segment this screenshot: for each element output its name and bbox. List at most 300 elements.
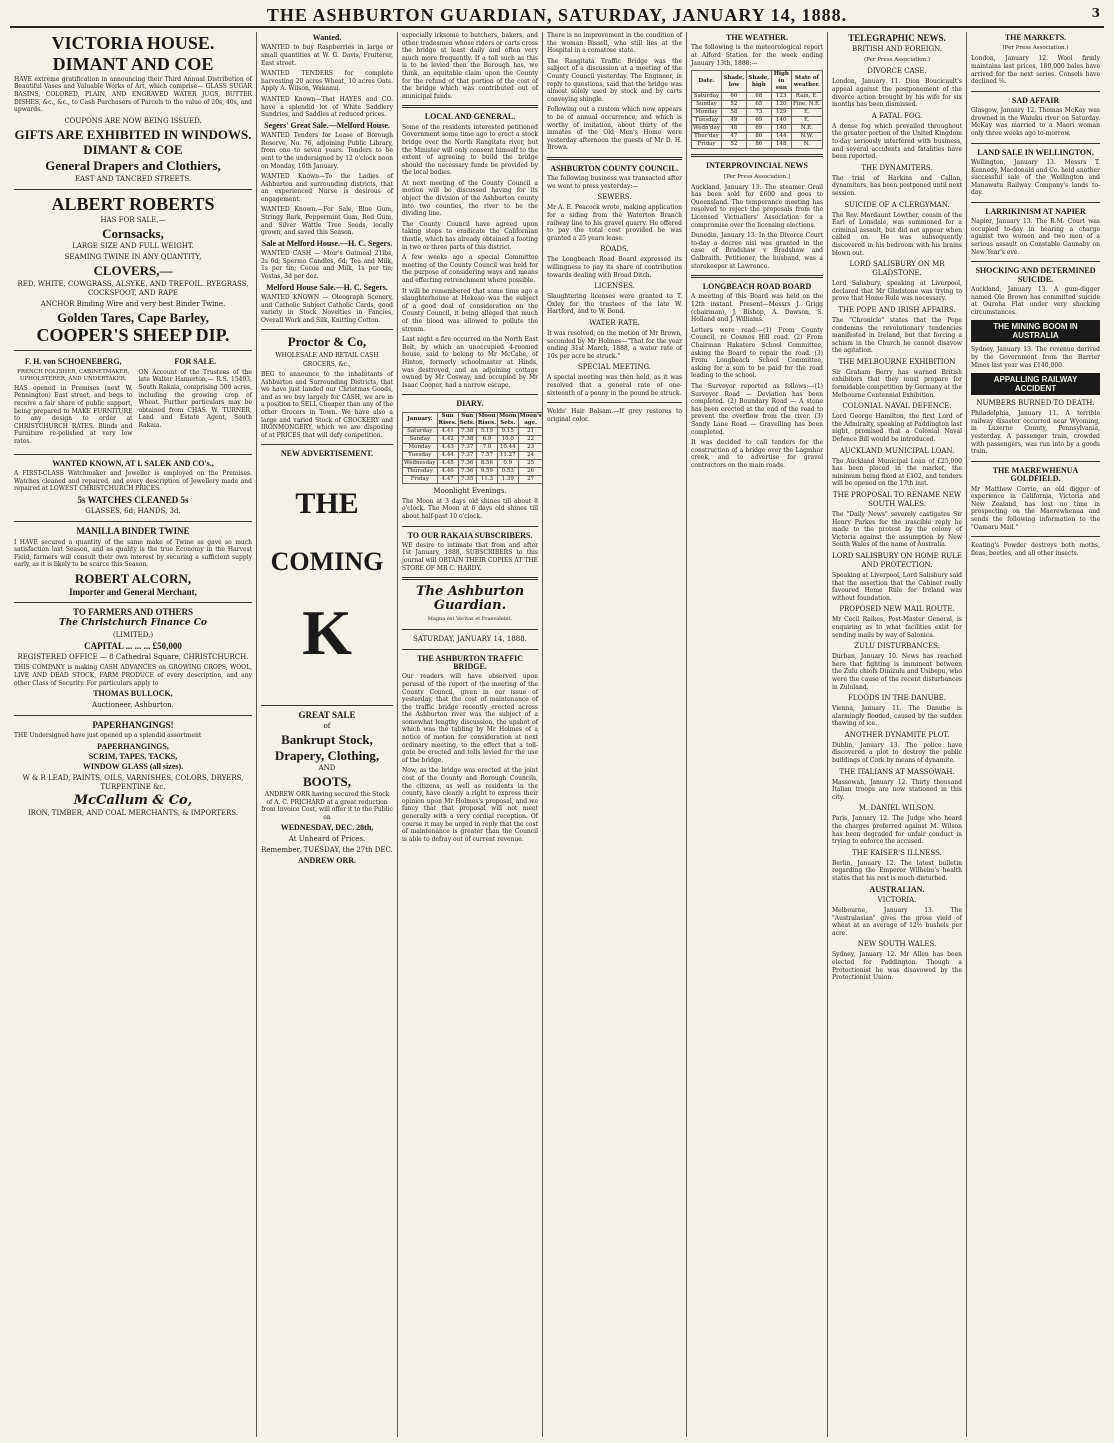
weather-row: [692, 141, 823, 149]
wanted-notice: WANTED Known—To the Ladies of Ashburton and surrounding districts, that an experienced Nurse is desirous of engagement.: [261, 173, 393, 203]
news-text: The Rev. Mordaunt Lowther, cousin of the Earl of Lonsdale, was summoned for a criminal assault, but did not appear when called on. He was subsequently discovered in his bedroom with his brains blown out.: [832, 211, 962, 257]
masthead-title: THE ASHBURTON GUARDIAN, SATURDAY, JANUARY 14, 1888.: [266, 4, 848, 25]
diary-cell: 4.47: [437, 475, 458, 483]
coming-word: COMING: [270, 546, 384, 576]
news-heading: AUCKLAND MUNICIPAL LOAN.: [839, 446, 955, 455]
diary-cell: 4.44: [437, 451, 458, 459]
weather-cell: Friday: [692, 141, 722, 149]
divider: [14, 454, 252, 455]
news-text: London, January 12. Wool firmly maintains last prices, 180,000 bales have arrived for the next series. Consols have declined ⅛.: [971, 55, 1100, 86]
land-sale-heading: LAND SALE IN WELLINGTON,: [977, 147, 1094, 157]
weather-cell: 58: [721, 109, 746, 117]
news-heading: LORD SALISBURY ON MR GLADSTONE.: [849, 260, 945, 278]
diary-row: [403, 451, 544, 459]
two-column-ads: [14, 356, 252, 448]
diary-heading: DIARY.: [456, 399, 484, 409]
diary-header-cell: January.: [403, 412, 438, 427]
british-foreign: BRITISH AND FOREIGN.: [852, 45, 942, 54]
weather-table: [691, 70, 823, 149]
diary-header-cell: Moon's age.: [519, 412, 542, 426]
gifts-text: GIFTS ARE EXHIBITED IN WINDOWS.: [14, 126, 252, 142]
weather-cell: 73: [746, 109, 771, 117]
traffic-bridge-heading: THE ASHBURTON TRAFFIC BRIDGE.: [416, 653, 524, 671]
mccallum-sub: IRON, TIMBER, AND COAL MERCHANTS, & IMPORTERS.: [27, 809, 239, 818]
diary-cell: 0.9: [498, 459, 518, 467]
column-6-telegraphic: [828, 32, 967, 1437]
weather-text: The following is the meteorological report at Alford Station for the week ending January 13th, 1888:—: [691, 44, 823, 67]
diary-header-cell: Moon Rises.: [477, 412, 497, 426]
window-glass: WINDOW GLASS (all sizes).: [82, 762, 184, 772]
weather-cell: 140: [771, 125, 791, 133]
moonlight-heading: Moonlight Evenings.: [433, 486, 507, 495]
weather-cell: Sunday: [692, 101, 722, 109]
weather-cell: 68: [746, 93, 771, 101]
weather-cell: Fine, N.E.: [792, 101, 821, 108]
divider: [971, 91, 1100, 92]
weather-cell: 140: [771, 117, 791, 125]
dimant-coe-2: DIMANT & COE: [83, 142, 183, 158]
wanted-notice: WANTED Tenders for Lease of Borough Reserve, No. 76, adjoining Public Library, from one to seven years. Tenders to be sent to the undersigned by 12 o'clock noon on Monday, 16th January.: [261, 132, 393, 170]
bankrupt-stock: Bankrupt Stock,: [281, 732, 373, 748]
divider: [691, 154, 823, 157]
diary-body: [403, 427, 544, 483]
golden-tares-heading: Golden Tares, Cape Barley,: [57, 309, 209, 325]
news-text: Melbourne, January 13. The "Australasian" gives the gross yield of wheat at an average of 12½ bushels per acre.: [832, 906, 962, 937]
news-text: Durban, January 10. News has reached here that fighting is imminent between the Zulu chiefs Dinizulu and Usibepu, who were the cause of the recent disturbances in Zululand.: [832, 653, 962, 691]
weather-header-cell: Shade, low: [721, 71, 746, 93]
divider: [261, 705, 393, 706]
weather-cell: 49: [721, 117, 746, 125]
auctioneer: Auctioneer, Ashburton.: [92, 700, 174, 709]
diary-cell: 7.38: [458, 435, 476, 443]
diary-cell: 7.36: [458, 467, 476, 475]
diary-cell: Thursday: [403, 467, 438, 475]
dimant-text: HAVE extreme gratification in announcing their Third Annual Distribution of Beautiful Vases and Valuable Works of Art, which comprise— GLASS SUGAR BASINS, COLORED, PLAIN, AND ENGRAVED WATER JUGS, BUTTER DISHES, &c., &c., to Cash Purchasers of Parcels to the value of 20s, 40s, and upwards.: [14, 75, 252, 114]
divider: [971, 261, 1100, 262]
interprovincial-text: Dunedin, January 13. In the Divorce Court to-day a decree nisi was granted in the case of Bradshaw v Bradshaw and Galbraith. Petitioner, the husband, was a storekeeper at Lawrence.: [691, 232, 823, 270]
diary-header-cell: Moon Sets.: [499, 412, 517, 426]
news-text: Glasgow, January 12. Thomas McKay was drowned in the Waiuku river on Saturday. McKay was married to a Maori woman only three weeks ago to-morrow.: [971, 107, 1100, 137]
diary-cell: 4.41: [437, 427, 458, 435]
weather-header-cell: Date.: [692, 71, 722, 93]
finance-text: THIS COMPANY is making CASH ADVANCES on GROWING CROPS, WOOL, LIVE AND DEAD STOCK, FARM PRODUCE of every description, and any other Class of Security. For particulars apply to: [14, 664, 252, 687]
orr-text: ANDREW ORR having secured the Stock of A. C. PRICHARD at a great reduction from Invoice Cost, will offer it to the Public on: [261, 791, 393, 821]
divider: [261, 329, 393, 330]
wanted-heading: Wanted.: [312, 33, 342, 42]
divider: [261, 444, 393, 445]
news-heading: M. DANIEL WILSON.: [858, 804, 936, 813]
article-text: A few weeks ago a special Committee meeting of the County Council was held for the purpose of considering ways and means and effecting retrenchment where possible.: [402, 254, 538, 285]
divider: [971, 536, 1100, 537]
sewers-heading: SEWERS.: [597, 193, 632, 202]
longbeach-text: Letters were read:—(1) From County Council, re Cosmos Hill road. (2) From Chairman Hakatere School Committee, asking the Board to repair the road. (3) From Longbeach School Committee, asking for a sum to be paid for the road leading to the school.: [691, 326, 823, 380]
weather-cell: 120: [771, 101, 791, 109]
albert-roberts-heading: ALBERT ROBERTS: [51, 193, 215, 214]
capital: CAPITAL ... ... ... £50,000: [84, 640, 182, 651]
schoeneberg-heading: F. H. von SCHOENEBERG,: [24, 357, 122, 367]
weather-cell: 48: [721, 125, 746, 133]
k-letter: K: [302, 596, 352, 668]
page-number: 3: [1091, 6, 1100, 20]
divider: [402, 649, 538, 650]
masthead: [10, 4, 1104, 28]
diary-cell: Friday: [403, 475, 438, 483]
shocking-suicide-heading: SHOCKING AND DETERMINED SUICIDE.: [975, 266, 1096, 284]
news-heading: THE MELBOURNE EXHIBITION: [838, 357, 956, 366]
diary-cell: 4.42: [437, 435, 458, 443]
press-association: (Per Press Association.): [1002, 45, 1069, 52]
divider: [14, 521, 252, 522]
news-text: Mr Matthew Corrie, an old digger of experience in California, Victoria and New Zealand, has lost no time in prospecting on the Maerewhenua and sends the following information to the "Oamaru Mail.": [971, 485, 1100, 531]
diary-cell: 4.43: [437, 443, 458, 451]
weather-cell: 123: [771, 93, 791, 101]
column-3-editorial: [398, 32, 543, 1437]
lead-paints: W & R LEAD, PAINTS, OILS, VARNISHES, COLORS, DRYERS, TURPENTINE &c.: [22, 773, 244, 791]
weather-header-cell: Shade, high: [746, 71, 771, 93]
weather-row: [692, 133, 823, 141]
news-text: Napier, January 13. The R.M. Court was occupied to-day in hearing a charge against two women and two men of a serious assault on Constable Gannaby on New Year's eve.: [971, 218, 1100, 256]
diary-row: [403, 459, 544, 467]
coupons-text: COUPONS ARE NOW BEING ISSUED.: [64, 116, 202, 125]
weather-header-row: [692, 71, 823, 93]
column-1-advertisements: [10, 32, 257, 1437]
weather-cell: Wedn'day: [693, 125, 720, 132]
weather-cell: 144: [771, 133, 791, 141]
for-sale-text: ON Account of the Trustees of the late Walter Hamerton,— R.S. 15493, South Rakaia, comprising 500 acres, including the growing crop of Wheat. Further particulars may be obtained from CHAS. W. TURNER, Land and Estate Agent, South Rakaia.: [138, 368, 252, 429]
diary-header-cell: Sun Rises.: [438, 412, 457, 426]
diary-cell: 0.53: [498, 467, 518, 475]
proctor-heading: Proctor & Co,: [287, 334, 367, 350]
weather-row: [692, 93, 823, 101]
news-heading: PROPOSED NEW MAIL ROUTE.: [839, 605, 955, 614]
wanted-notice: WANTED CASH — Moir's Oatmeal 21lbs, 2s 6d; Spermo Candles, 6d; Tea and Milk, 1s per tin; Cocoa and Milk, 1s per tin; Vestas, 3d per doz.: [261, 250, 393, 281]
longbeach-heading: LONGBEACH ROAD BOARD: [702, 282, 812, 292]
farmers-heading: TO FARMERS AND OTHERS: [73, 607, 193, 618]
diary-table: [402, 412, 543, 484]
diary-cell: 7.37: [458, 451, 476, 459]
finance-limited: (LIMITED.): [112, 630, 154, 639]
news-text: Lord Salisbury, speaking at Liverpool, declared that Mr Gladstone was trying to prove that Home Rule was necessary.: [832, 280, 962, 303]
diary-cell: 9.15: [498, 427, 518, 435]
article-text: There is no improvement in the condition of the woman Bissell, who still lies at the Hospital in a comatose state.: [547, 32, 682, 55]
andrew-orr: ANDREW ORR.: [297, 855, 357, 865]
interprovincial-text: Auckland, January 13. The steamer Grail has been sold for £600 and goes to Queensland. The temperance meeting has resolved to reject the proposals from the Licensed Victuallers' Association for a compromise over the licensing elections.: [691, 183, 823, 229]
divider: [402, 577, 538, 580]
diary-cell: 7.35: [458, 475, 476, 483]
diary-row: [403, 475, 544, 483]
clovers-heading: CLOVERS,—: [93, 263, 173, 279]
longbeach-text: It was decided to call tenders for the construction of a bridge over the Lagmhor creek, and to advertise for gravel contractors on the main roads.: [691, 439, 823, 469]
traffic-text: Our readers will have observed upon perusal of the report of the meeting of the County Council, given in our issue of yesterday, that the cost of maintenance of the traffic bridge recently erected across the Ashburton river was the subject of a somewhat lengthy discussion, the upshot of which was the tabling by Mr Holmes of a notice of motion for consideration at next ordinary meeting, to the effect that a toll-gate be erected and tolls levied for the use of the bridge.: [402, 673, 538, 764]
county-text: The Longbeach Road Board expressed its willingness to pay its share of contribution towards dealing with Broad Ditch.: [547, 256, 682, 279]
wanted-notice: WANTED TENDERS for complete harvesting 20 acres Wheat, 10 acres Oats. Apply A. Wilson, Wakanui.: [261, 70, 393, 93]
news-text: The "Daily News" severely castigates Sir Henry Parkes for the irascible reply he made to the protest by the colony of Victoria against the assumption by New South Wales of the name of Australia.: [832, 511, 962, 549]
diary-cell: 27: [518, 475, 543, 483]
for-sale-ad: [138, 356, 252, 448]
editorial-date: SATURDAY, JANUARY 14, 1888.: [413, 634, 527, 643]
rakaia-text: WE desire to intimate that from and after 1st January, 1888, SUBSCRIBERS to this journal will OBTAIN THEIR COPIES AT THE STORE OF MR C. HARDY.: [402, 541, 538, 572]
news-heading: FLOODS IN THE DANUBE.: [847, 694, 946, 703]
diary-cell: 22: [518, 435, 543, 443]
unheard-prices: At Unheard of Prices.: [288, 834, 366, 843]
coopers-sheep-dip: COOPER'S SHEEP DIP.: [36, 325, 230, 346]
county-text: Mr A. E. Peacock wrote, making application for a siding from the Waterton Branch railway line to his gravel quarry. He offered to pay the total cost provided he was granted a 25 years lease.: [547, 204, 682, 242]
glasses-price: GLASSES, 6d; HANDS, 3d.: [85, 507, 181, 516]
has-for-sale: HAS FOR SALE,—: [100, 215, 166, 224]
divider: [14, 715, 252, 716]
news-text: Lord George Hamilton, the first Lord of the Admiralty, speaking at Paddington last night, promised that a Colonial Naval Defence Bill would be introduced.: [832, 413, 962, 444]
watches-heading: WANTED KNOWN, AT I. SALEK AND CO's.,: [52, 458, 214, 468]
article-text: especially irksome to butchers, bakers, and other tradesmen whose riders or carts cross the bridge at least daily and often very much more frequently. If a toll such as this is to be levied then the Borough has, we think, an equitable claim upon the County for the refund of that portion of the cost of the bridge which was contributed out of municipal funds.: [402, 32, 538, 100]
nsw-heading: NEW SOUTH WALES.: [857, 940, 937, 949]
news-text: Berlin, January 12. The latest bulletin regarding the Emperor Wilhelm's health states that his rest is much disturbed.: [832, 859, 962, 882]
traffic-text: Now, as the bridge was erected at the joint cost of the County and Borough Councils, the citizens, as well as residents in the county, have clearly a right to express their opinion upon Mr Holmes's proposal, and we fancy that that proposal will not meet generally with a very cordial reception. Of course it may be urged in reply that the cost of maintenance is greater than the Council is able to defray out of current revenue.: [402, 767, 538, 843]
diary-cell: 9.59: [476, 467, 497, 475]
diary-header-cell: Sun Sets.: [459, 412, 475, 426]
longbeach-text: A meeting of this Board was held on the 12th instant. Present—Messrs J. Grigg (chairman), J. Bishop, A. Dawson, S. Holland and J. Williams.: [691, 293, 823, 324]
weather-header-cell: High in sun: [771, 71, 791, 93]
county-text: The following business was transacted after we went to press yesterday:—: [547, 175, 682, 190]
diary-cell: 4.46: [437, 467, 458, 475]
schoeneberg-text: HAS opened in Premises (next W. Pennington) East street, and begs to receive a fair share of public support, being prepared to MAKE FURNITURE to any design to order at CHRISTCHURCH RATES. Blinds and Furniture re-polished at very low rates.: [14, 384, 133, 445]
drapers-heading: General Drapers and Clothiers,: [45, 158, 221, 174]
dimant-coe-heading: DIMANT AND COE: [52, 53, 214, 74]
divider: [691, 275, 823, 278]
for-sale-heading: FOR SALE.: [174, 357, 217, 367]
news-text: Auckland, January 13. A gum-digger named Ole Brown has committed suicide at Ouroha Flat under very shocking circumstances.: [971, 286, 1100, 316]
news-text: Wellington, January 13. Messrs T. Kennedy, Macdonald and Co. held another successful sale of the Wellington and Manawatu Railway Company's lands to-day.: [971, 158, 1100, 197]
news-text: Sydney, January 13. The revenue derived by the Government from the Barrier Mines last year was £140,000.: [971, 346, 1100, 369]
diary-cell: Sunday: [403, 435, 438, 443]
news-text: Sir Graham Berry has warned British exhibitors that they must prepare for formidable competition by Germany at the Melbourne Centennial Exhibition.: [832, 368, 962, 399]
dimant-address: EAST AND TANCRED STREETS.: [74, 174, 192, 183]
news-text: Speaking at Liverpool, Lord Salisbury said that the assertion that the Cabinet really favoured Home Rule for Ireland was without foundation.: [832, 571, 962, 602]
weather-cell: 69: [746, 117, 771, 125]
welds-advert: Welds' Hair Balsam.—If grey restores to original color.: [547, 408, 682, 423]
segers-sale: Segers' Great Sale.—Melford House.: [264, 120, 390, 130]
weather-cell: N.W.: [791, 133, 822, 141]
weather-cell: 86: [746, 141, 771, 149]
watches-text: A FIRST-CLASS Watchmaker and Jeweller is employed on the Premises. Watches cleaned and repaired, and every description of Jewellery made and repaired at LOWEST CHRISTCHURCH PRICES.: [14, 469, 252, 493]
longbeach-text: The Surveyor reported as follows:—(1) Surveyor Road — Deviation has been completed. (2) Boundary Road — A stone has been erected at the end of the road to prevent the overflow from the river. (3) Sandy Lane Road — Gravelling has been completed.: [691, 383, 823, 436]
drapery-clothing: Drapery, Clothing,: [274, 747, 380, 763]
diary-cell: 7.38: [458, 427, 476, 435]
weather-cell: Tuesday: [692, 117, 722, 125]
weather-cell: Rain, E.: [791, 93, 822, 101]
diary-row: [403, 435, 544, 443]
weather-cell: 52: [721, 141, 746, 149]
telegraphic-heading: TELEGRAPHIC NEWS.: [848, 33, 946, 43]
press-association: [Per Press Association.]: [724, 173, 790, 180]
column-2-advertisements: [257, 32, 398, 1437]
manila-text: I HAVE secured a quantity of the same make of Twine as gave so much satisfaction last Season, and as quality is the true Economy in the Harvest Field, farmers will consult their own interest by securing a sufficient supply early, as it is likely to be scarce this Season.: [14, 538, 252, 569]
diary-cell: 25: [518, 459, 543, 467]
weather-row: [692, 125, 823, 133]
weather-cell: Thur'day: [692, 133, 722, 141]
weather-cell: Saturday: [692, 93, 722, 101]
weather-cell: 65: [746, 101, 771, 109]
diary-cell: 1.39: [498, 475, 518, 483]
divider: [14, 602, 252, 603]
county-text: It was resolved, on the motion of Mr Brown, seconded by Mr Holmes—"That for the year ending 31st March, 1888, a water rate of 10s per acre be struck.": [547, 330, 682, 360]
article-text: Following out a custom which now appears to be of annual occurrence, and which is worthy of imitation, about thirty of the inmates of the Old Men's Home were yesterday afternoon the guests of Mr D. H. Brown.: [547, 106, 682, 152]
schoeneberg-sub: FRENCH POLISHER, CABINETMAKER, UPHOLSTERER, AND UNDERTAKER,: [17, 368, 130, 382]
divider: [402, 394, 538, 395]
paperhangings-2: PAPERHANGINGS,: [97, 741, 169, 751]
news-text: Paris, January 12. The Judge who heard the charges preferred against M. Wilson has been degraded for unfair conduct in trying to enforce the accused.: [832, 815, 962, 846]
melford-sale: Sale at Melford House.—H. C. Segers.: [261, 238, 393, 248]
weather-cell: Monday: [692, 109, 722, 117]
diary-cell: 21: [518, 427, 543, 435]
wanted-notice: WANTED Known.—For Sale, Blue Gum, Stringy Bark, Peppermint Gum, Red Gum, and Silver Wattle Tree Seeds, locally grown, and saved this Season.: [261, 206, 393, 237]
county-text: A special meeting was then held, as it was resolved that a general rate of one-sixteenth of a penny in the pound be struck.: [547, 374, 682, 397]
remember-date: Remember, TUESDAY, the 27th DEC.: [261, 845, 393, 854]
melford-sale-2: Melford House Sale.—H. C. Segers.: [266, 282, 388, 292]
moon-text: The Moon at 3 days old shines till about 8 o'clock. The Moon at 6 days old shines till about half-past 10 o'clock.: [402, 497, 538, 520]
proctor-text: BEG to announce to the inhabitants of Ashburton and Surrounding Districts, that we have just landed our Christmas Goods, and as we buy largely for CASH, we are in a position to SELL Cheaper than any of the other Grocers in Town. We have also a large and varied Stock of CROCKERY and IRONMONGERY, which we are disposing of at PRICES that will defy competition.: [261, 371, 393, 439]
new-advertisement: NEW ADVERTISEMENT.: [280, 449, 374, 459]
weather-cell: 69: [746, 125, 771, 133]
article-text: Last night a fire occurred on the North East Belt, by which an unoccupied 4-roomed house, said to belong to Mr McCabe, of Hinton, formerly schoolmaster at Hinds, was destroyed, and an adjoining cottage owned by Mr Cosway, and occupied by Mr Isaac Cooper, had a narrow escape.: [402, 336, 538, 389]
wanted-notice: WANTED Known—That HAYES and CO. have a splendid lot of White Saddlery Sundries, and Saddles at reduced prices.: [261, 95, 393, 119]
column-4-news: [543, 32, 687, 1437]
markets-heading: THE MARKETS.: [1004, 33, 1067, 42]
australian-heading: AUSTRALIAN.: [869, 884, 925, 894]
weather-body: [692, 93, 823, 149]
news-text: The Auckland Municipal Loan of £25,000 has been placed in the market, the minimum being fixed at £102, and tenders will be opened on the 17th inst.: [832, 457, 962, 488]
interprovincial-heading: INTERPROVINCIAL NEWS: [705, 161, 809, 171]
column-7-news: [967, 32, 1104, 1437]
weather-cell: 80: [746, 133, 771, 141]
divider: [971, 461, 1100, 462]
news-text: Mr Cecil Raikes, Post-Master General, is enquiring as to what facilities exist for sending mails by way of Salonica.: [832, 616, 962, 639]
weather-cell: 60: [721, 93, 746, 101]
mccallum-heading: McCallum & Co,: [73, 792, 193, 808]
victoria-heading: VICTORIA.: [877, 895, 917, 904]
divider: [971, 202, 1100, 203]
diary-cell: 23: [518, 443, 543, 451]
manila-heading: MANILLA BINDER TWINE: [76, 526, 190, 537]
wanted-notice: WANTED to buy Raspberries in large or small quantities at W. G. Davis, Fruiterer, East street.: [261, 44, 393, 67]
column-5-news: [687, 32, 828, 1437]
diary-cell: 6.9: [476, 435, 497, 443]
diary-cell: 5.19: [476, 427, 497, 435]
boots: BOOTS,: [302, 774, 352, 790]
scrim-tapes: SCRIM, TAPES, TACKS,: [88, 751, 178, 761]
divider: [402, 629, 538, 630]
diary-cell: 4.45: [437, 459, 458, 467]
diary-cell: Tuesday: [403, 451, 438, 459]
wanted-notice: WANTED KNOWN — Oleograph Scenery, and Catholic Subject Catholic Cards, good variety in Stock Novelties in Fancies, Overall Work and Silk, Knitting Cotton.: [261, 294, 393, 324]
diary-cell: 7.57: [476, 451, 497, 459]
diary-cell: 10.0: [498, 435, 518, 443]
news-text: Massowah, January 12. Thirty thousand Italian troops are now stationed in this city.: [832, 778, 962, 801]
anchor-text: ANCHOR Binding Wire and very best Binder Twine.: [40, 299, 226, 308]
news-text: Sydney, January 12. Mr Allen has been elected for Paddington. Though a Protectionist he was disavowed by the Protectionist Union.: [832, 951, 962, 982]
diary-cell: 7.36: [458, 459, 476, 467]
diary-cell: 11.3: [476, 475, 497, 483]
diary-cell: Monday: [403, 443, 438, 451]
article-text: At next meeting of the County Council a motion will be discussed having for its object the division of the Ashburton county into two counties, the river to be the dividing line.: [402, 179, 538, 218]
of-word: of: [323, 722, 331, 731]
news-heading: LORD SALISBURY ON HOME RULE AND PROTECTION.: [832, 551, 962, 569]
the-word: THE: [295, 486, 359, 520]
robert-alcorn-heading: ROBERT ALCORN,: [74, 570, 192, 586]
diary-cell: 7.0: [476, 443, 497, 451]
clover-varieties: RED, WHITE, COWGRASS, ALSYKE, AND TREFOIL. RYEGRASS, COCKSFOOT, AND RAPE: [17, 279, 249, 297]
news-heading: A FATAL FOG.: [871, 111, 923, 120]
article-text: The Rangitata Traffic Bridge was the subject of a discussion at a meeting of the County Council yesterday. The Engineer, in reply to questions, said that the bridge was almost solely used by stock and by carts conveying shingle.: [547, 57, 682, 103]
article-text: The County Council have agreed upon taking steps to eradicate the Californian thistle, which has already obtained a footing in two or three parts of this district.: [402, 220, 538, 251]
rakaia-heading: TO OUR RAKAIA SUBSCRIBERS.: [407, 530, 533, 540]
sad-affair-heading: SAD AFFAIR: [1011, 95, 1060, 105]
press-association: (Per Press Association.): [864, 57, 930, 64]
news-text: The trial of Harkins and Callan, dynamiters, has been postponed until next session.: [832, 174, 962, 197]
weather-cell: N.: [791, 141, 822, 149]
diary-cell: Saturday: [403, 427, 438, 435]
finance-company: The Christchurch Finance Co: [59, 618, 207, 629]
guardian-motto: Magna est Veritas et Praevalebit.: [427, 615, 513, 622]
seaming-text: SEAMING TWINE IN ANY QUANTITY,: [64, 253, 202, 262]
importer-heading: Importer and General Merchant,: [69, 586, 197, 597]
article-text: Some of the residents interested petitioned Government some time ago to erect a stock bridge over the North Rangitata river, but the Minister will only consent himself to the extent of agreeing to build the bridge should the necessary funds be provided by the local bodies.: [402, 123, 538, 177]
divider: [547, 157, 682, 160]
water-rate-heading: WATER RATE.: [589, 319, 640, 328]
diary-cell: 10.44: [498, 443, 518, 451]
diary-row: [403, 427, 544, 435]
keating-advert: Keating's Powder destroys both moths, fleas, beetles, and all other insects.: [971, 542, 1100, 557]
schoeneberg-ad: [14, 356, 132, 448]
weather-row: [692, 101, 823, 109]
diary-cell: 11.27: [498, 451, 518, 459]
county-council-heading: ASHBURTON COUNTY COUNCIL.: [550, 163, 679, 173]
victoria-house-heading: VICTORIA HOUSE.: [51, 33, 215, 53]
guardian-title: The Ashburton Guardian.: [415, 584, 525, 613]
weather-cell: 129: [771, 109, 791, 117]
divider: [971, 143, 1100, 144]
news-heading: COLONIAL NAVAL DEFENCE.: [842, 402, 952, 411]
weather-header-cell: State of weather.: [791, 71, 822, 93]
news-heading: ZULU DISTURBANCES.: [854, 642, 940, 651]
news-text: A dense fog which prevailed throughout the greater portion of the United Kingdom to-day seriously interfered with business, and several accidents and fatalities have been reported.: [832, 122, 962, 161]
weather-cell: E.: [791, 117, 822, 125]
registered-office: REGISTERED OFFICE — 8 Cathedral Square, CHRISTCHURCH.: [17, 653, 249, 662]
weather-row: [692, 109, 823, 117]
watches-price: 5s WATCHES CLEANED 5s: [77, 494, 189, 505]
news-heading: THE KAISER'S ILLNESS.: [852, 848, 942, 857]
news-heading: SUICIDE OF A CLERGYMAN.: [844, 200, 950, 209]
weather-cell: E.: [791, 109, 822, 117]
weather-cell: 47: [721, 133, 746, 141]
news-text: Dublin, January 13. The police have discovered a plot to destroy the public buildings of Cork by means of dynamite.: [832, 741, 962, 765]
weather-cell: N.E.: [791, 125, 822, 133]
numbers-burned: NUMBERS BURNED TO DEATH.: [976, 399, 1095, 408]
article-text: It will be remembered that some time ago a slaughterhouse at Hekeao was the subject of a good deal of consideration on the County Council, it being alleged that much of the blood was allowed to pollute the stream.: [402, 287, 538, 333]
news-text: Vienna, January 11. The Danube is alarmingly flooded, caused by the sudden thawing of ice.: [832, 705, 962, 728]
great-sale: GREAT SALE: [298, 709, 356, 720]
bullock-name: THOMAS BULLOCK,: [93, 689, 173, 699]
wholesale-sub: WHOLESALE AND RETAIL CASH GROCERS, &c.,: [275, 352, 379, 369]
licenses-heading: LICENSES.: [594, 282, 635, 291]
divider: [402, 105, 538, 108]
weather-cell: 148: [771, 141, 791, 149]
diary-cell: 7.37: [458, 443, 476, 451]
roads-heading: ROADS.: [600, 245, 629, 254]
local-general-heading: LOCAL AND GENERAL.: [424, 112, 516, 122]
mining-boom-banner: THE MINING BOOM IN AUSTRALIA: [971, 320, 1100, 342]
weather-row: [692, 117, 823, 125]
paperhangings-text: THE Undersigned have just opened up a splendid assortment: [14, 731, 202, 739]
